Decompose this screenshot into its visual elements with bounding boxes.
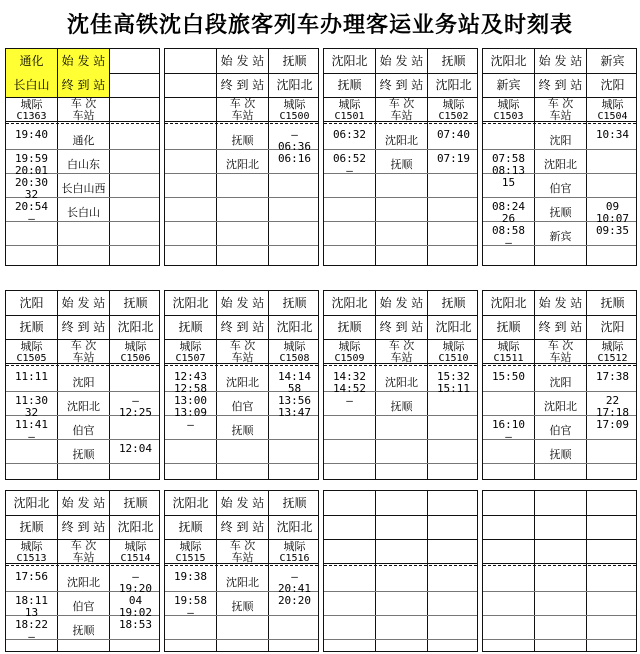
destination-station: 抚顺 [19,320,44,334]
station-name: 伯官 [549,182,572,195]
departure-time: 19:58 [173,594,208,607]
station-name: 抚顺 [390,400,413,413]
train-type: 城际 [283,340,306,353]
station-label: 车站 [390,109,413,122]
row-divider [165,221,318,222]
departure-time: — [187,606,194,619]
arrival-time: 58 [287,382,302,395]
station-label: 车站 [549,109,572,122]
departure-time: 11:30 [14,394,49,407]
station-name: 沈阳北 [385,134,418,147]
arrival-time: 17:18 [595,406,630,419]
timetable-panel [482,290,637,480]
arrival-time: 10:07 [595,212,630,225]
arrival-time: 13:47 [277,406,312,419]
station-label: 车站 [231,109,254,122]
train-no-label: 车 次 [388,339,415,352]
destination-station: 抚顺 [337,78,362,92]
station-name: 沈阳 [549,376,572,389]
train-code: C1502 [438,111,469,122]
train-type: 城际 [179,540,202,553]
origin-station: 抚顺 [282,496,307,510]
start-label: 始 发 站 [538,296,583,310]
row-divider [483,515,636,516]
destination-station: 沈阳北 [276,78,313,92]
train-type: 城际 [124,540,147,553]
destination-station: 抚顺 [496,320,521,334]
train-no-label: 车 次 [229,339,256,352]
train-no-label: 车 次 [70,339,97,352]
train-type: 城际 [20,340,43,353]
departure-time: 20:30 [14,176,49,189]
timetable-panel [323,490,478,652]
timetable-panel [482,48,637,266]
row-divider [324,221,477,222]
train-type: 城际 [338,98,361,111]
origin-station: 沈阳北 [331,54,368,68]
train-no-label: 车 次 [229,97,256,110]
row-divider [483,391,636,392]
row-divider [324,615,477,616]
train-code: C1512 [597,353,628,364]
departure-time: — [28,430,35,443]
departure-time: 19:38 [173,570,208,583]
timetable-panel [5,490,160,652]
train-code: C1501 [334,111,365,122]
row-divider [483,615,636,616]
train-code: C1506 [120,353,151,364]
departure-time: 08:24 [491,200,526,213]
train-type: 城际 [179,340,202,353]
station-name: 长白山 [67,206,100,219]
destination-station: 新宾 [496,78,521,92]
departure-time: 15 [501,176,516,189]
station-name: 伯官 [72,600,95,613]
train-type: 城际 [497,340,520,353]
timetable-panel [164,290,319,480]
destination-station: 长白山 [6,73,57,97]
end-label: 终 到 站 [61,520,106,534]
timetable-panel [164,48,319,266]
train-type: 城际 [20,98,43,111]
row-divider [483,197,636,198]
arrival-time: 07:40 [436,128,471,141]
start-label: 始 发 站 [61,496,106,510]
origin-station: 通化 [6,49,57,73]
station-label: 车站 [72,551,95,564]
origin-station: 沈阳北 [172,496,209,510]
departure-time: 16:10 [491,418,526,431]
header-divider [6,123,159,124]
arrival-time: 14:14 [277,370,312,383]
origin-station: 沈阳北 [490,296,527,310]
end-label: 终 到 站 [538,78,583,92]
departure-time: — [187,418,194,431]
row-divider [324,639,477,640]
start-label: 始 发 站 [220,496,265,510]
departure-time: — [346,164,353,177]
arrival-time: — [291,570,298,583]
train-code: C1510 [438,353,469,364]
end-label: 终 到 站 [220,320,265,334]
station-name: 沈阳北 [226,158,259,171]
destination-station: 沈阳北 [435,320,472,334]
departure-time: — [28,212,35,225]
arrival-time: 20:20 [277,594,312,607]
destination-station: 抚顺 [178,320,203,334]
arrival-time: 10:34 [595,128,630,141]
departure-time: — [505,430,512,443]
station-name: 沈阳 [549,134,572,147]
departure-time: 18:11 [14,594,49,607]
train-no-label: 车 次 [70,97,97,110]
station-name: 沈阳 [72,376,95,389]
station-label: 车站 [390,351,413,364]
station-name: 沈阳北 [226,576,259,589]
destination-station: 沈阳 [600,78,625,92]
departure-time: 32 [24,188,39,201]
train-type: 城际 [20,540,43,553]
station-name: 抚顺 [231,600,254,613]
station-name: 通化 [72,134,95,147]
row-divider [324,439,477,440]
row-divider [483,149,636,150]
train-no-label: 车 次 [70,539,97,552]
origin-station: 抚顺 [600,296,625,310]
departure-time: 13 [24,606,39,619]
header-divider [483,565,636,566]
destination-station: 沈阳北 [117,320,154,334]
departure-time: 12:43 [173,370,208,383]
origin-station: 抚顺 [441,296,466,310]
timetable-panel [323,48,478,266]
departure-time: — [28,630,35,643]
origin-station: 新宾 [600,54,625,68]
end-label: 终 到 站 [538,320,583,334]
train-code: C1363 [16,111,47,122]
departure-time: 08:58 [491,224,526,237]
end-label: 终 到 站 [220,78,265,92]
destination-station: 抚顺 [337,320,362,334]
start-label: 始 发 站 [379,54,424,68]
arrival-time: 19:20 [118,582,153,595]
row-divider [324,591,477,592]
row-divider [6,463,159,464]
station-name: 抚顺 [390,158,413,171]
station-name: 伯官 [231,400,254,413]
header-divider [324,123,477,124]
departure-time: 17:56 [14,570,49,583]
arrival-time: 17:38 [595,370,630,383]
train-type: 城际 [124,340,147,353]
destination-station [165,73,216,97]
row-divider [165,639,318,640]
station-name: 沈阳北 [67,400,100,413]
row-divider [324,539,477,540]
header-divider [165,565,318,566]
station-label: 车站 [549,351,572,364]
origin-station: 沈阳北 [13,496,50,510]
station-name: 沈阳北 [385,376,418,389]
header-divider [483,123,636,124]
origin-station: 抚顺 [282,296,307,310]
departure-time: 26 [501,212,516,225]
arrival-time: 06:36 [277,140,312,153]
departure-time: 06:32 [332,128,367,141]
end-label: 终 到 站 [379,320,424,334]
column-divider [109,49,110,265]
origin-station [165,49,216,73]
train-type: 城际 [283,98,306,111]
departure-time: 18:22 [14,618,49,631]
station-name: 白山东 [67,158,100,171]
timetable-panel [5,290,160,480]
departure-time: 11:11 [14,370,49,383]
arrival-time: — [291,128,298,141]
arrival-time: 09:35 [595,224,630,237]
departure-time: — [346,394,353,407]
station-label: 车站 [231,551,254,564]
station-name: 抚顺 [549,206,572,219]
train-code: C1500 [279,111,310,122]
arrival-time: 13:56 [277,394,312,407]
departure-time: 32 [24,406,39,419]
row-divider [6,149,159,150]
row-divider [324,197,477,198]
start-label: 始 发 站 [220,296,265,310]
row-divider [483,591,636,592]
train-no-label: 车 次 [229,539,256,552]
station-name: 新宾 [549,230,572,243]
departure-time: 20:01 [14,164,49,177]
destination-station: 抚顺 [178,520,203,534]
arrival-time: 04 [128,594,143,607]
arrival-time: 15:11 [436,382,471,395]
row-divider [324,515,477,516]
station-name: 伯官 [72,424,95,437]
station-name: 伯官 [549,424,572,437]
row-divider [324,415,477,416]
timetable-panel [164,490,319,652]
row-divider [483,463,636,464]
destination-station: 抚顺 [19,520,44,534]
train-no-label: 车 次 [547,97,574,110]
arrival-time: 22 [605,394,620,407]
departure-time: — [505,236,512,249]
train-type: 城际 [601,340,624,353]
departure-time: 06:52 [332,152,367,165]
origin-station: 沈阳北 [331,296,368,310]
row-divider [6,245,159,246]
origin-station: 沈阳 [19,296,44,310]
end-label: 终 到 站 [58,73,109,97]
arrival-time: 20:41 [277,582,312,595]
origin-station: 抚顺 [282,54,307,68]
page-title: 沈佳高铁沈白段旅客列车办理客运业务站及时刻表 [66,13,573,38]
row-divider [165,439,318,440]
origin-station: 抚顺 [123,496,148,510]
origin-station: 抚顺 [123,296,148,310]
destination-station: 沈阳北 [117,520,154,534]
train-code: C1516 [279,553,310,564]
arrival-time: — [132,570,139,583]
train-code: C1511 [493,353,524,364]
arrival-time: 12:04 [118,442,153,455]
row-divider [483,539,636,540]
train-code: C1507 [175,353,206,364]
timetable-panel [323,290,478,480]
row-divider [324,245,477,246]
departure-time: 14:52 [332,382,367,395]
station-name: 沈阳北 [544,400,577,413]
train-code: C1504 [597,111,628,122]
start-label: 始 发 站 [58,49,109,73]
row-divider [165,173,318,174]
departure-time: 19:40 [14,128,49,141]
arrival-time: 15:32 [436,370,471,383]
station-name: 抚顺 [231,134,254,147]
timetable-panel [5,48,160,266]
header-divider [165,365,318,366]
departure-time: 13:00 [173,394,208,407]
origin-station: 沈阳北 [172,296,209,310]
header-divider [165,123,318,124]
train-code: C1509 [334,353,365,364]
departure-time: 15:50 [491,370,526,383]
timetable-panel [482,490,637,652]
station-name: 沈阳北 [544,158,577,171]
header-divider [6,365,159,366]
departure-time: 08:13 [491,164,526,177]
row-divider [483,563,636,564]
row-divider [324,463,477,464]
station-name: 沈阳北 [67,576,100,589]
end-label: 终 到 站 [61,320,106,334]
train-code: C1515 [175,553,206,564]
station-name: 长白山西 [61,182,106,195]
train-code: C1513 [16,553,47,564]
station-name: 抚顺 [72,448,95,461]
row-divider [165,197,318,198]
departure-time: 14:32 [332,370,367,383]
row-divider [483,639,636,640]
station-name: 抚顺 [549,448,572,461]
arrival-time: 12:25 [118,406,153,419]
train-type: 城际 [442,340,465,353]
end-label: 终 到 站 [379,78,424,92]
train-code: C1514 [120,553,151,564]
row-divider [324,563,477,564]
origin-station: 沈阳北 [490,54,527,68]
train-no-label: 车 次 [547,339,574,352]
header-divider [6,565,159,566]
header-divider [324,365,477,366]
start-label: 始 发 站 [220,54,265,68]
train-type: 城际 [442,98,465,111]
station-label: 车站 [72,109,95,122]
station-name: 沈阳北 [226,376,259,389]
station-label: 车站 [231,351,254,364]
arrival-time: 19:02 [118,606,153,619]
start-label: 始 发 站 [379,296,424,310]
arrival-time: — [132,394,139,407]
departure-time: 07:58 [491,152,526,165]
arrival-time: 06:16 [277,152,312,165]
destination-station: 沈阳北 [276,520,313,534]
start-label: 始 发 站 [538,54,583,68]
train-code: C1508 [279,353,310,364]
station-label: 车站 [72,351,95,364]
arrival-time: 09 [605,200,620,213]
train-type: 城际 [283,540,306,553]
train-code: C1505 [16,353,47,364]
row-divider [324,149,477,150]
destination-station: 沈阳 [600,320,625,334]
train-type: 城际 [601,98,624,111]
header-divider [324,565,477,566]
row-divider [165,463,318,464]
start-label: 始 发 站 [61,296,106,310]
station-name: 抚顺 [231,424,254,437]
train-type: 城际 [338,340,361,353]
departure-time: 11:41 [14,418,49,431]
departure-time: 12:58 [173,382,208,395]
train-no-label: 车 次 [388,97,415,110]
arrival-time: 07:19 [436,152,471,165]
destination-station: 沈阳北 [435,78,472,92]
origin-station: 抚顺 [441,54,466,68]
header-divider [483,365,636,366]
departure-time: 20:54 [14,200,49,213]
departure-time: 19:59 [14,152,49,165]
arrival-time: 17:09 [595,418,630,431]
end-label: 终 到 站 [220,520,265,534]
destination-station: 沈阳北 [276,320,313,334]
train-type: 城际 [497,98,520,111]
arrival-time: 18:53 [118,618,153,631]
departure-time: 13:09 [173,406,208,419]
row-divider [165,245,318,246]
train-code: C1503 [493,111,524,122]
row-divider [6,391,159,392]
station-name: 抚顺 [72,624,95,637]
